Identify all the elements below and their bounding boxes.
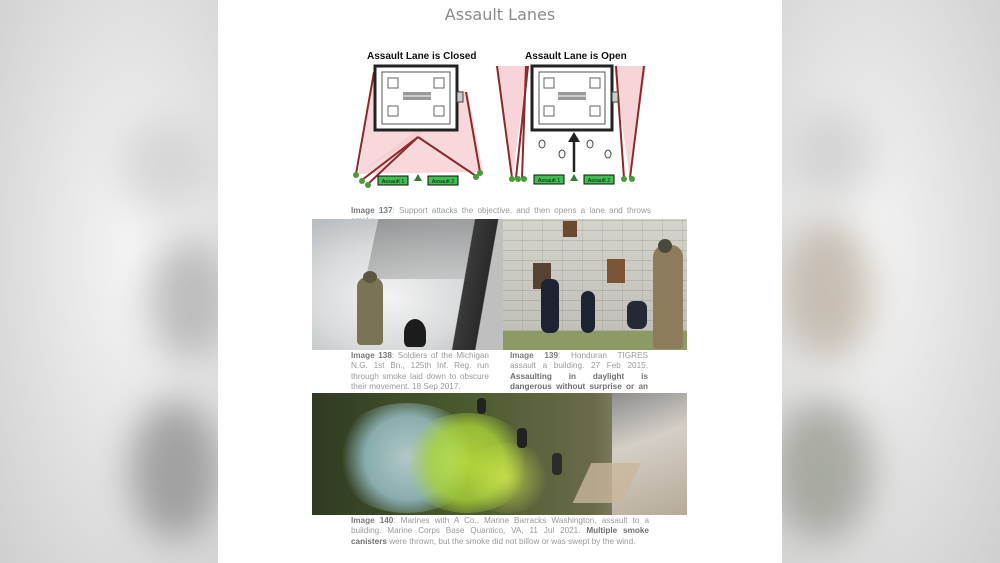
diagram-open-title: Assault Lane is Open xyxy=(525,51,627,62)
photo-image-138 xyxy=(312,219,503,350)
photo-image-139 xyxy=(503,219,687,350)
photo-image-140 xyxy=(312,393,687,515)
caption-ref: Image 139 xyxy=(510,351,559,360)
caption-emphasis: Assaulting in daylight is dangerous without surprise or an xyxy=(510,371,648,391)
caption-ref: Image 140 xyxy=(351,516,394,525)
svg-text:Assault 2: Assault 2 xyxy=(431,179,455,185)
background-right xyxy=(782,0,1000,563)
svg-text:Assault 2: Assault 2 xyxy=(587,178,611,184)
background-left xyxy=(0,0,218,563)
caption-image-138 xyxy=(351,351,489,392)
caption-image-140 xyxy=(351,516,649,547)
page-title: Assault Lanes xyxy=(444,5,556,24)
caption-ref: Image 137 xyxy=(351,206,393,215)
document-page xyxy=(218,0,782,563)
diagram-lane-open xyxy=(496,62,646,192)
caption-text: : Marines with A Co., Marine Barracks Washington, assault to a building. Marine Corps Base Quantico, VA, 11 Jul 2021. xyxy=(351,516,649,536)
diagram-closed-title: Assault Lane is Closed xyxy=(367,51,477,62)
diagram-lane-closed xyxy=(348,62,488,192)
caption-text-2: were thrown, but the smoke did not billow or was swept by the wind. xyxy=(386,536,636,546)
caption-ref: Image 138 xyxy=(351,351,392,360)
svg-text:Assault 1: Assault 1 xyxy=(381,179,405,185)
svg-text:Assault 1: Assault 1 xyxy=(537,178,561,184)
caption-emphasis: Multiple smoke canisters xyxy=(351,526,649,546)
caption-text: : Soldiers of the Michigan N.G. 1st Bn., 125th Inf. Reg. run through smoke laid down to obscure their movement. 18 Sep 2017. xyxy=(351,351,489,391)
caption-text: : Honduran TIGRES assault a building. 27 Feb 2015. xyxy=(510,351,648,371)
caption-text: : Support attacks the objective, and then opens a lane and throws xyxy=(392,206,651,215)
